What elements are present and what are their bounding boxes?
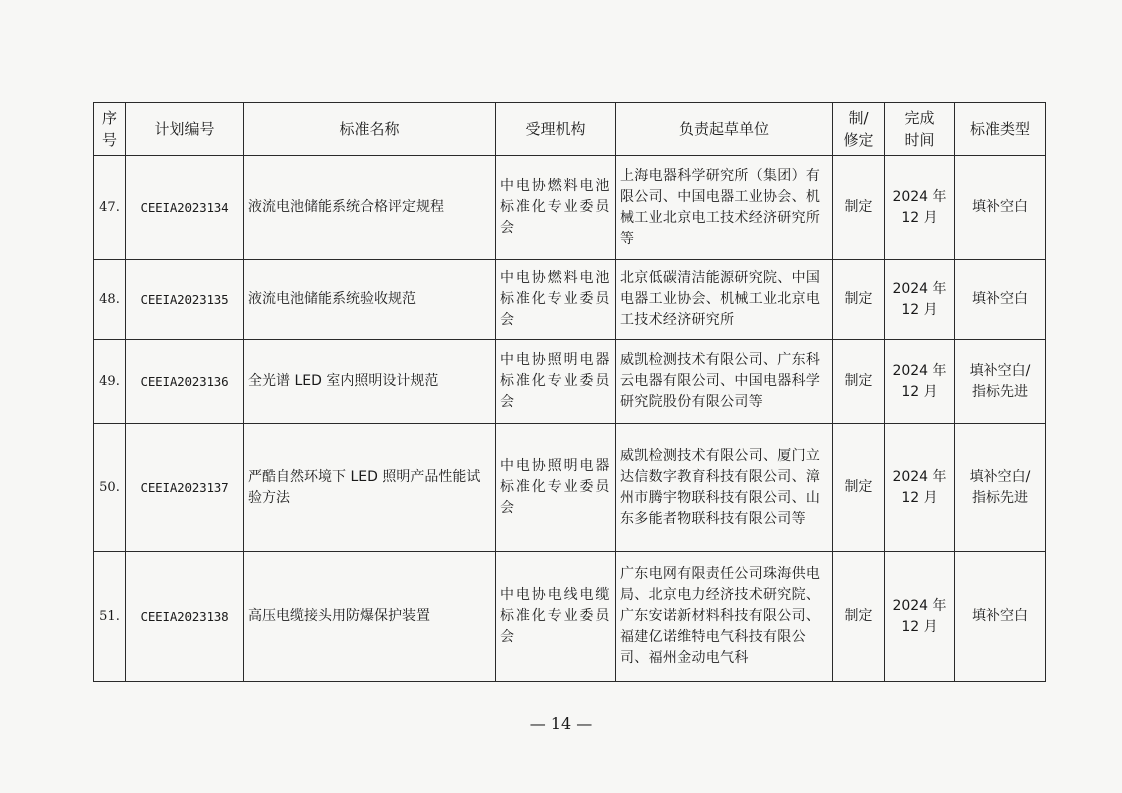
row-seq: 48.	[94, 260, 126, 340]
row-org: 中电协照明电器标准化专业委员会	[496, 424, 616, 552]
table-row	[94, 424, 1046, 552]
header-type: 标准类型	[955, 103, 1046, 156]
row-type: 填补空白	[955, 156, 1046, 260]
header-done-time: 完成 时间	[885, 103, 955, 156]
table-header-row	[94, 103, 1046, 156]
row-drafter: 威凯检测技术有限公司、广东科云电器有限公司、中国电器科学研究院股份有限公司等	[616, 340, 833, 424]
row-plan-no: CEEIA2023134	[126, 156, 244, 260]
table-row	[94, 340, 1046, 424]
row-type: 填补空白	[955, 260, 1046, 340]
page-number: — 14 —	[529, 714, 593, 733]
row-plan-no: CEEIA2023135	[126, 260, 244, 340]
table-row	[94, 552, 1046, 682]
row-plan-no: CEEIA2023137	[126, 424, 244, 552]
row-seq: 50.	[94, 424, 126, 552]
row-org: 中电协照明电器标准化专业委员会	[496, 340, 616, 424]
row-std-name: 液流电池储能系统验收规范	[244, 260, 496, 340]
row-drafter: 广东电网有限责任公司珠海供电局、北京电力经济技术研究院、广东安诺新材料科技有限公司、福建亿诺维特电气科技有限公司、福州金动电气科	[616, 552, 833, 682]
header-std-name: 标准名称	[244, 103, 496, 156]
table-row	[94, 156, 1046, 260]
row-org: 中电协电线电缆标准化专业委员会	[496, 552, 616, 682]
row-std-name: 全光谱 LED 室内照明设计规范	[244, 340, 496, 424]
row-mode: 制定	[833, 260, 885, 340]
row-type: 填补空白/ 指标先进	[955, 340, 1046, 424]
row-seq: 51.	[94, 552, 126, 682]
row-mode: 制定	[833, 156, 885, 260]
row-org: 中电协燃料电池标准化专业委员会	[496, 156, 616, 260]
row-done-time: 2024 年 12 月	[885, 424, 955, 552]
header-seq: 序 号	[94, 103, 126, 156]
row-type: 填补空白/ 指标先进	[955, 424, 1046, 552]
row-mode: 制定	[833, 424, 885, 552]
row-drafter: 北京低碳清洁能源研究院、中国电器工业协会、机械工业北京电工技术经济研究所	[616, 260, 833, 340]
row-std-name: 液流电池储能系统合格评定规程	[244, 156, 496, 260]
row-done-time: 2024 年 12 月	[885, 552, 955, 682]
row-done-time: 2024 年 12 月	[885, 260, 955, 340]
row-seq: 47.	[94, 156, 126, 260]
header-mode: 制/ 修定	[833, 103, 885, 156]
row-mode: 制定	[833, 340, 885, 424]
table-row	[94, 260, 1046, 340]
row-plan-no: CEEIA2023138	[126, 552, 244, 682]
row-mode: 制定	[833, 552, 885, 682]
header-org: 受理机构	[496, 103, 616, 156]
standards-plan-table	[93, 102, 1046, 682]
row-done-time: 2024 年 12 月	[885, 340, 955, 424]
row-org: 中电协燃料电池标准化专业委员会	[496, 260, 616, 340]
header-plan-no: 计划编号	[126, 103, 244, 156]
row-drafter: 威凯检测技术有限公司、厦门立达信数字教育科技有限公司、漳州市腾宇物联科技有限公司、山东多能者物联科技有限公司等	[616, 424, 833, 552]
row-std-name: 高压电缆接头用防爆保护装置	[244, 552, 496, 682]
row-std-name: 严酷自然环境下 LED 照明产品性能试验方法	[244, 424, 496, 552]
header-drafter: 负责起草单位	[616, 103, 833, 156]
row-done-time: 2024 年 12 月	[885, 156, 955, 260]
row-plan-no: CEEIA2023136	[126, 340, 244, 424]
row-seq: 49.	[94, 340, 126, 424]
row-type: 填补空白	[955, 552, 1046, 682]
row-drafter: 上海电器科学研究所（集团）有限公司、中国电器工业协会、机械工业北京电工技术经济研究所等	[616, 156, 833, 260]
